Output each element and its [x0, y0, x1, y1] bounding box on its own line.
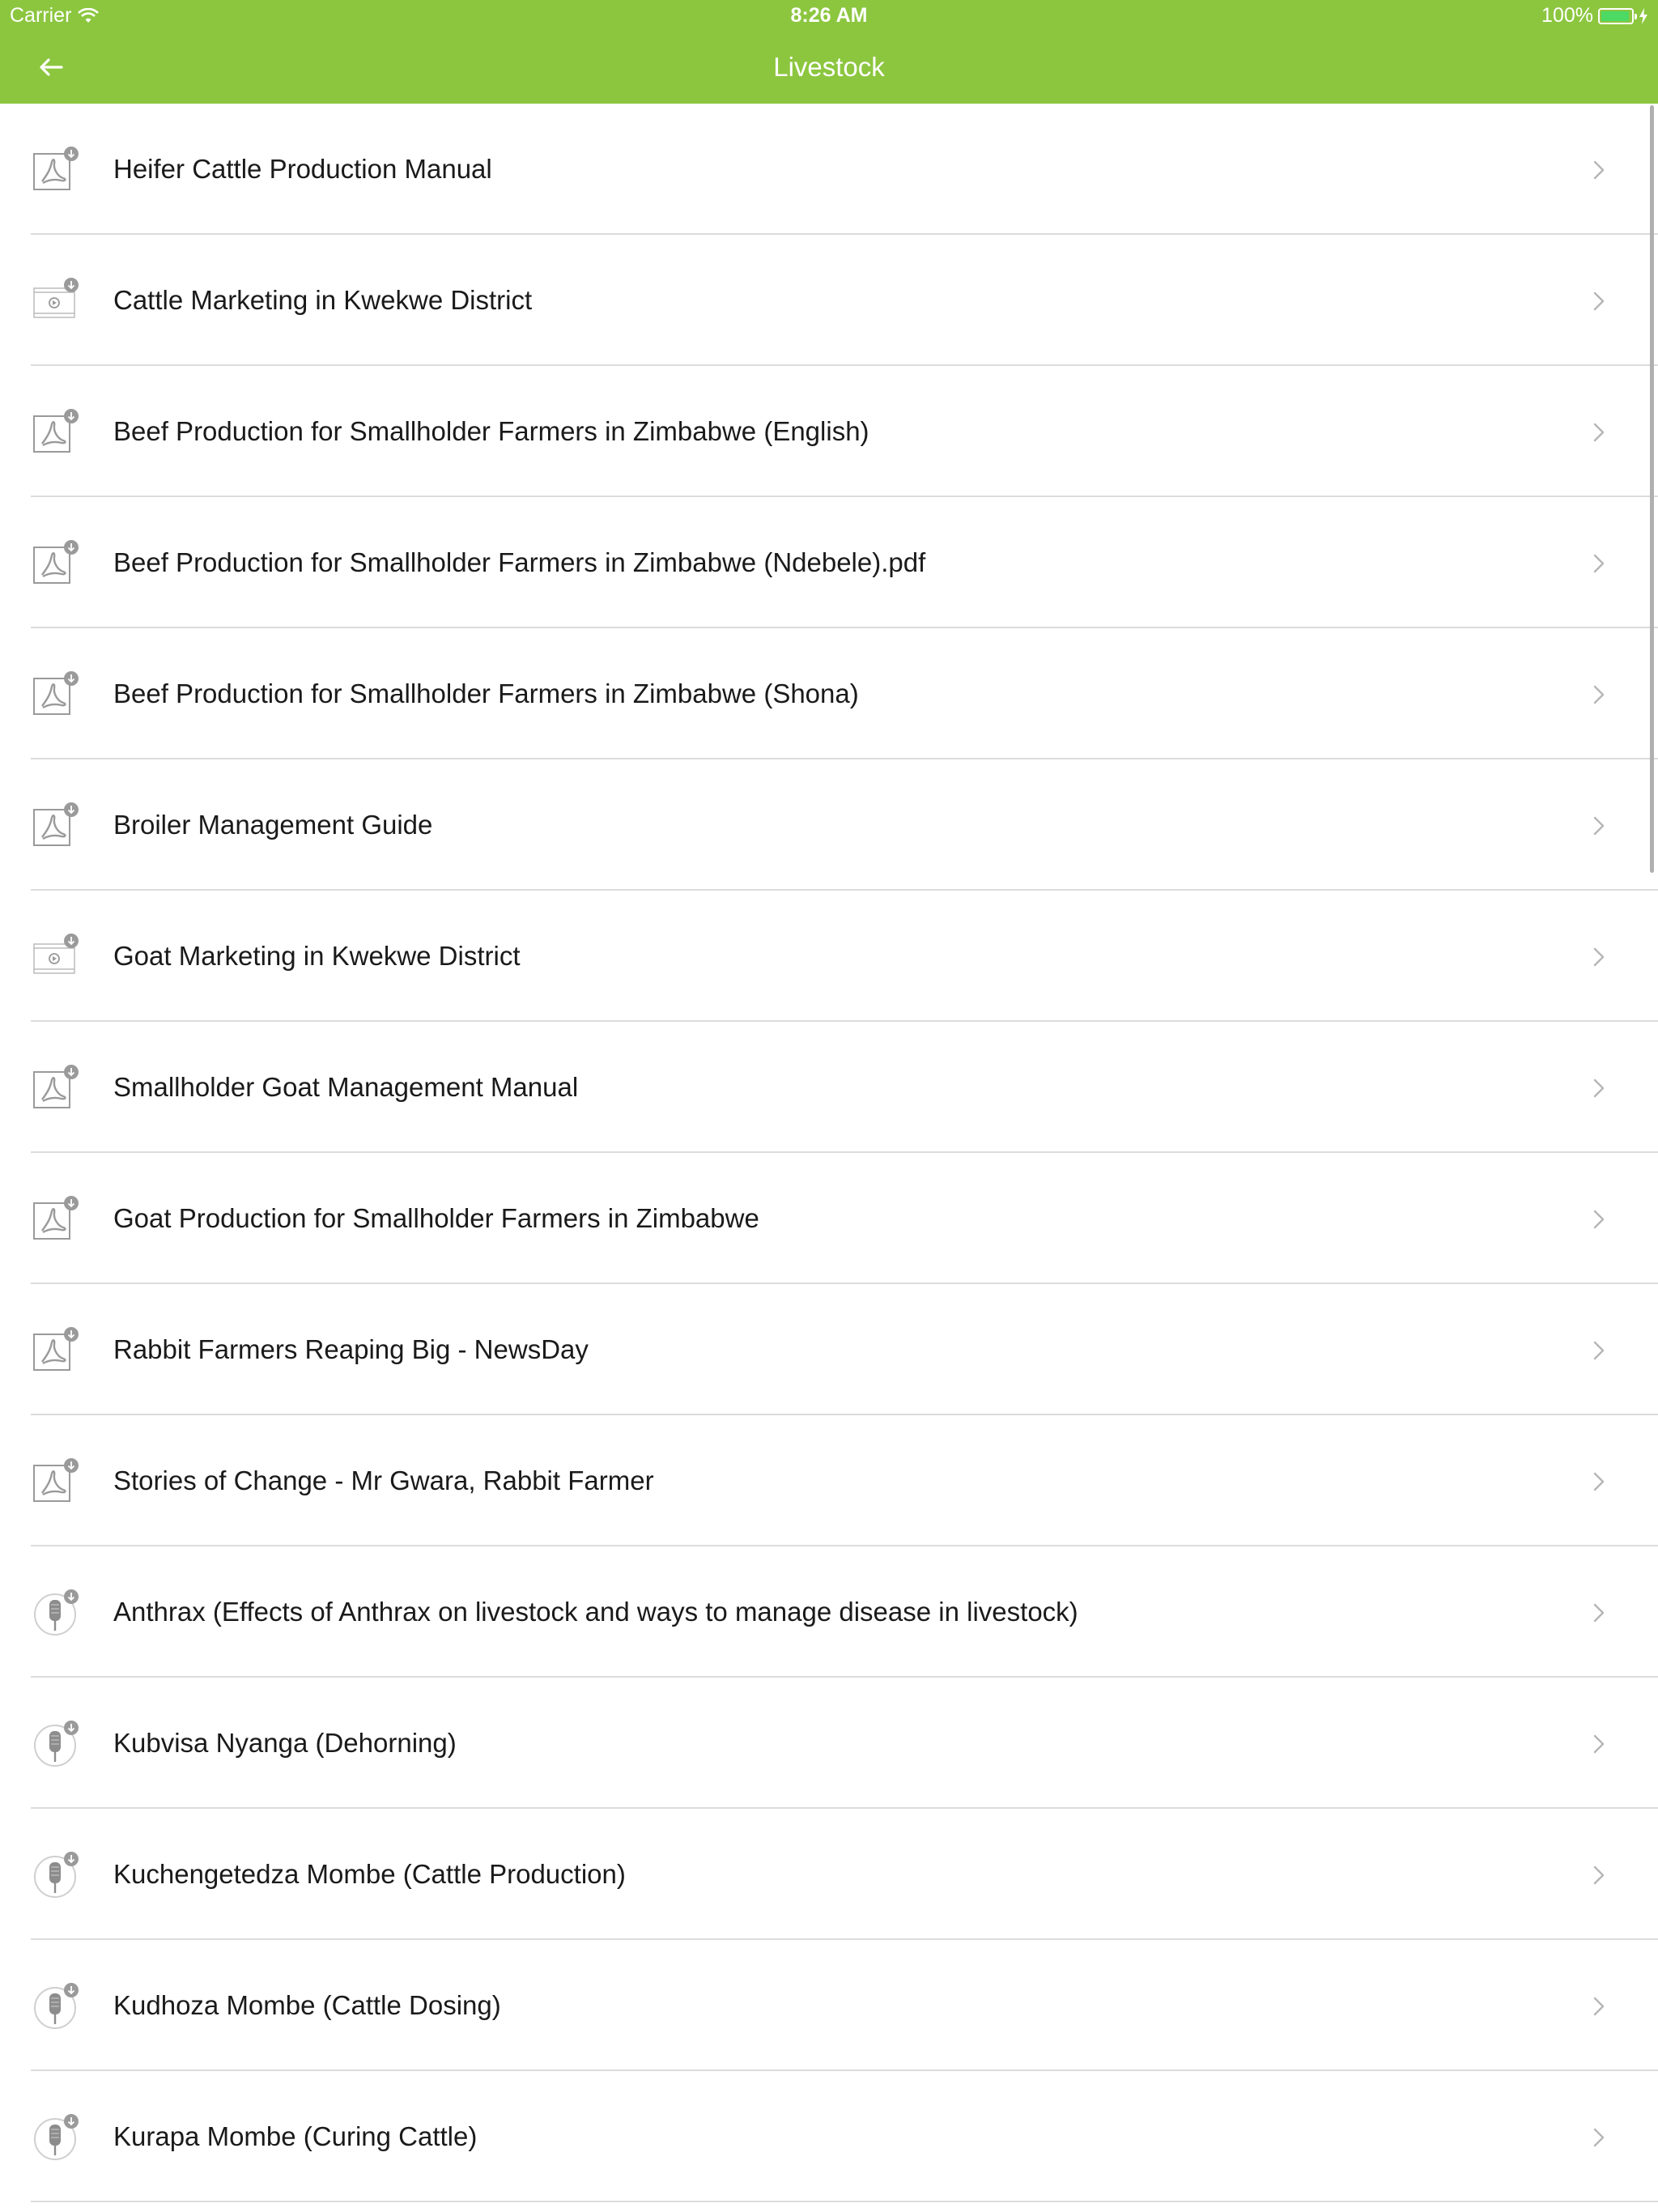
list-item[interactable]	[0, 891, 1658, 1022]
pdf-document-icon	[32, 146, 79, 193]
audio-microphone-icon	[32, 1851, 79, 1898]
resource-list	[0, 104, 1658, 2202]
list-item[interactable]	[0, 1284, 1658, 1415]
clock: 8:26 AM	[790, 4, 868, 27]
pdf-document-icon	[32, 802, 79, 849]
audio-microphone-icon	[32, 1720, 79, 1767]
chevron-right-icon	[1590, 1470, 1608, 1493]
audio-microphone-icon	[32, 1982, 79, 2029]
battery-icon	[1598, 8, 1634, 24]
chevron-right-icon	[1590, 290, 1608, 313]
pdf-document-icon	[32, 670, 79, 717]
list-item-label: Anthrax (Effects of Anthrax on livestock and ways to manage disease in livestock)	[113, 1597, 1078, 1627]
list-item-label: Kudhoza Mombe (Cattle Dosing)	[113, 1990, 501, 2020]
list-item[interactable]	[0, 1940, 1658, 2071]
list-item-label: Broiler Management Guide	[113, 810, 433, 840]
charging-bolt-icon	[1639, 8, 1648, 24]
scrollbar[interactable]	[1650, 105, 1654, 873]
chevron-right-icon	[1590, 1864, 1608, 1887]
list-item-label: Kuchengetedza Mombe (Cattle Production)	[113, 1859, 626, 1889]
audio-microphone-icon	[32, 1589, 79, 1636]
pdf-document-icon	[32, 1457, 79, 1504]
chevron-right-icon	[1590, 1208, 1608, 1231]
list-item-label: Kurapa Mombe (Curing Cattle)	[113, 2121, 478, 2151]
carrier-label: Carrier	[10, 4, 72, 27]
page-title: Livestock	[773, 52, 885, 82]
status-bar	[0, 0, 1658, 32]
chevron-right-icon	[1590, 421, 1608, 444]
list-item[interactable]	[0, 1022, 1658, 1153]
video-file-icon	[32, 933, 79, 980]
list-item[interactable]	[0, 1678, 1658, 1809]
pdf-document-icon	[32, 408, 79, 455]
list-item[interactable]	[0, 1415, 1658, 1546]
chevron-right-icon	[1590, 683, 1608, 706]
navigation-bar	[0, 32, 1658, 104]
list-item[interactable]	[0, 497, 1658, 628]
list-item-label: Cattle Marketing in Kwekwe District	[113, 285, 533, 315]
list-item-label: Goat Marketing in Kwekwe District	[113, 941, 521, 971]
list-item-label: Beef Production for Smallholder Farmers in Zimbabwe (English)	[113, 416, 869, 446]
pdf-document-icon	[32, 1064, 79, 1111]
chevron-right-icon	[1590, 1995, 1608, 2018]
list-item-label: Stories of Change - Mr Gwara, Rabbit Farmer	[113, 1465, 654, 1495]
list-item[interactable]	[0, 1809, 1658, 1940]
chevron-right-icon	[1590, 1339, 1608, 1362]
chevron-right-icon	[1590, 946, 1608, 968]
list-item[interactable]	[0, 366, 1658, 497]
list-item-label: Beef Production for Smallholder Farmers in Zimbabwe (Shona)	[113, 678, 859, 708]
list-item[interactable]	[0, 759, 1658, 891]
list-item[interactable]	[0, 1546, 1658, 1678]
chevron-right-icon	[1590, 1077, 1608, 1100]
list-item[interactable]	[0, 104, 1658, 235]
battery-indicator	[1541, 4, 1648, 28]
pdf-document-icon	[32, 1326, 79, 1373]
list-item[interactable]	[0, 628, 1658, 759]
video-file-icon	[32, 277, 79, 324]
chevron-right-icon	[1590, 2126, 1608, 2149]
chevron-right-icon	[1590, 1602, 1608, 1624]
list-item[interactable]	[0, 1153, 1658, 1284]
list-item-label: Smallholder Goat Management Manual	[113, 1072, 579, 1102]
pdf-document-icon	[32, 539, 79, 586]
battery-percent: 100%	[1541, 4, 1593, 27]
list-item-label: Heifer Cattle Production Manual	[113, 154, 492, 184]
chevron-right-icon	[1590, 552, 1608, 575]
list-item-label: Beef Production for Smallholder Farmers in Zimbabwe (Ndebele).pdf	[113, 547, 926, 577]
chevron-right-icon	[1590, 159, 1608, 181]
list-item[interactable]	[0, 235, 1658, 366]
audio-microphone-icon	[32, 2113, 79, 2160]
list-item-label: Rabbit Farmers Reaping Big - NewsDay	[113, 1334, 589, 1364]
chevron-right-icon	[1590, 815, 1608, 837]
list-item-label: Goat Production for Smallholder Farmers in Zimbabwe	[113, 1203, 759, 1233]
list-item[interactable]	[0, 2071, 1658, 2202]
pdf-document-icon	[32, 1195, 79, 1242]
list-item-label: Kubvisa Nyanga (Dehorning)	[113, 1728, 457, 1758]
chevron-right-icon	[1590, 1733, 1608, 1755]
